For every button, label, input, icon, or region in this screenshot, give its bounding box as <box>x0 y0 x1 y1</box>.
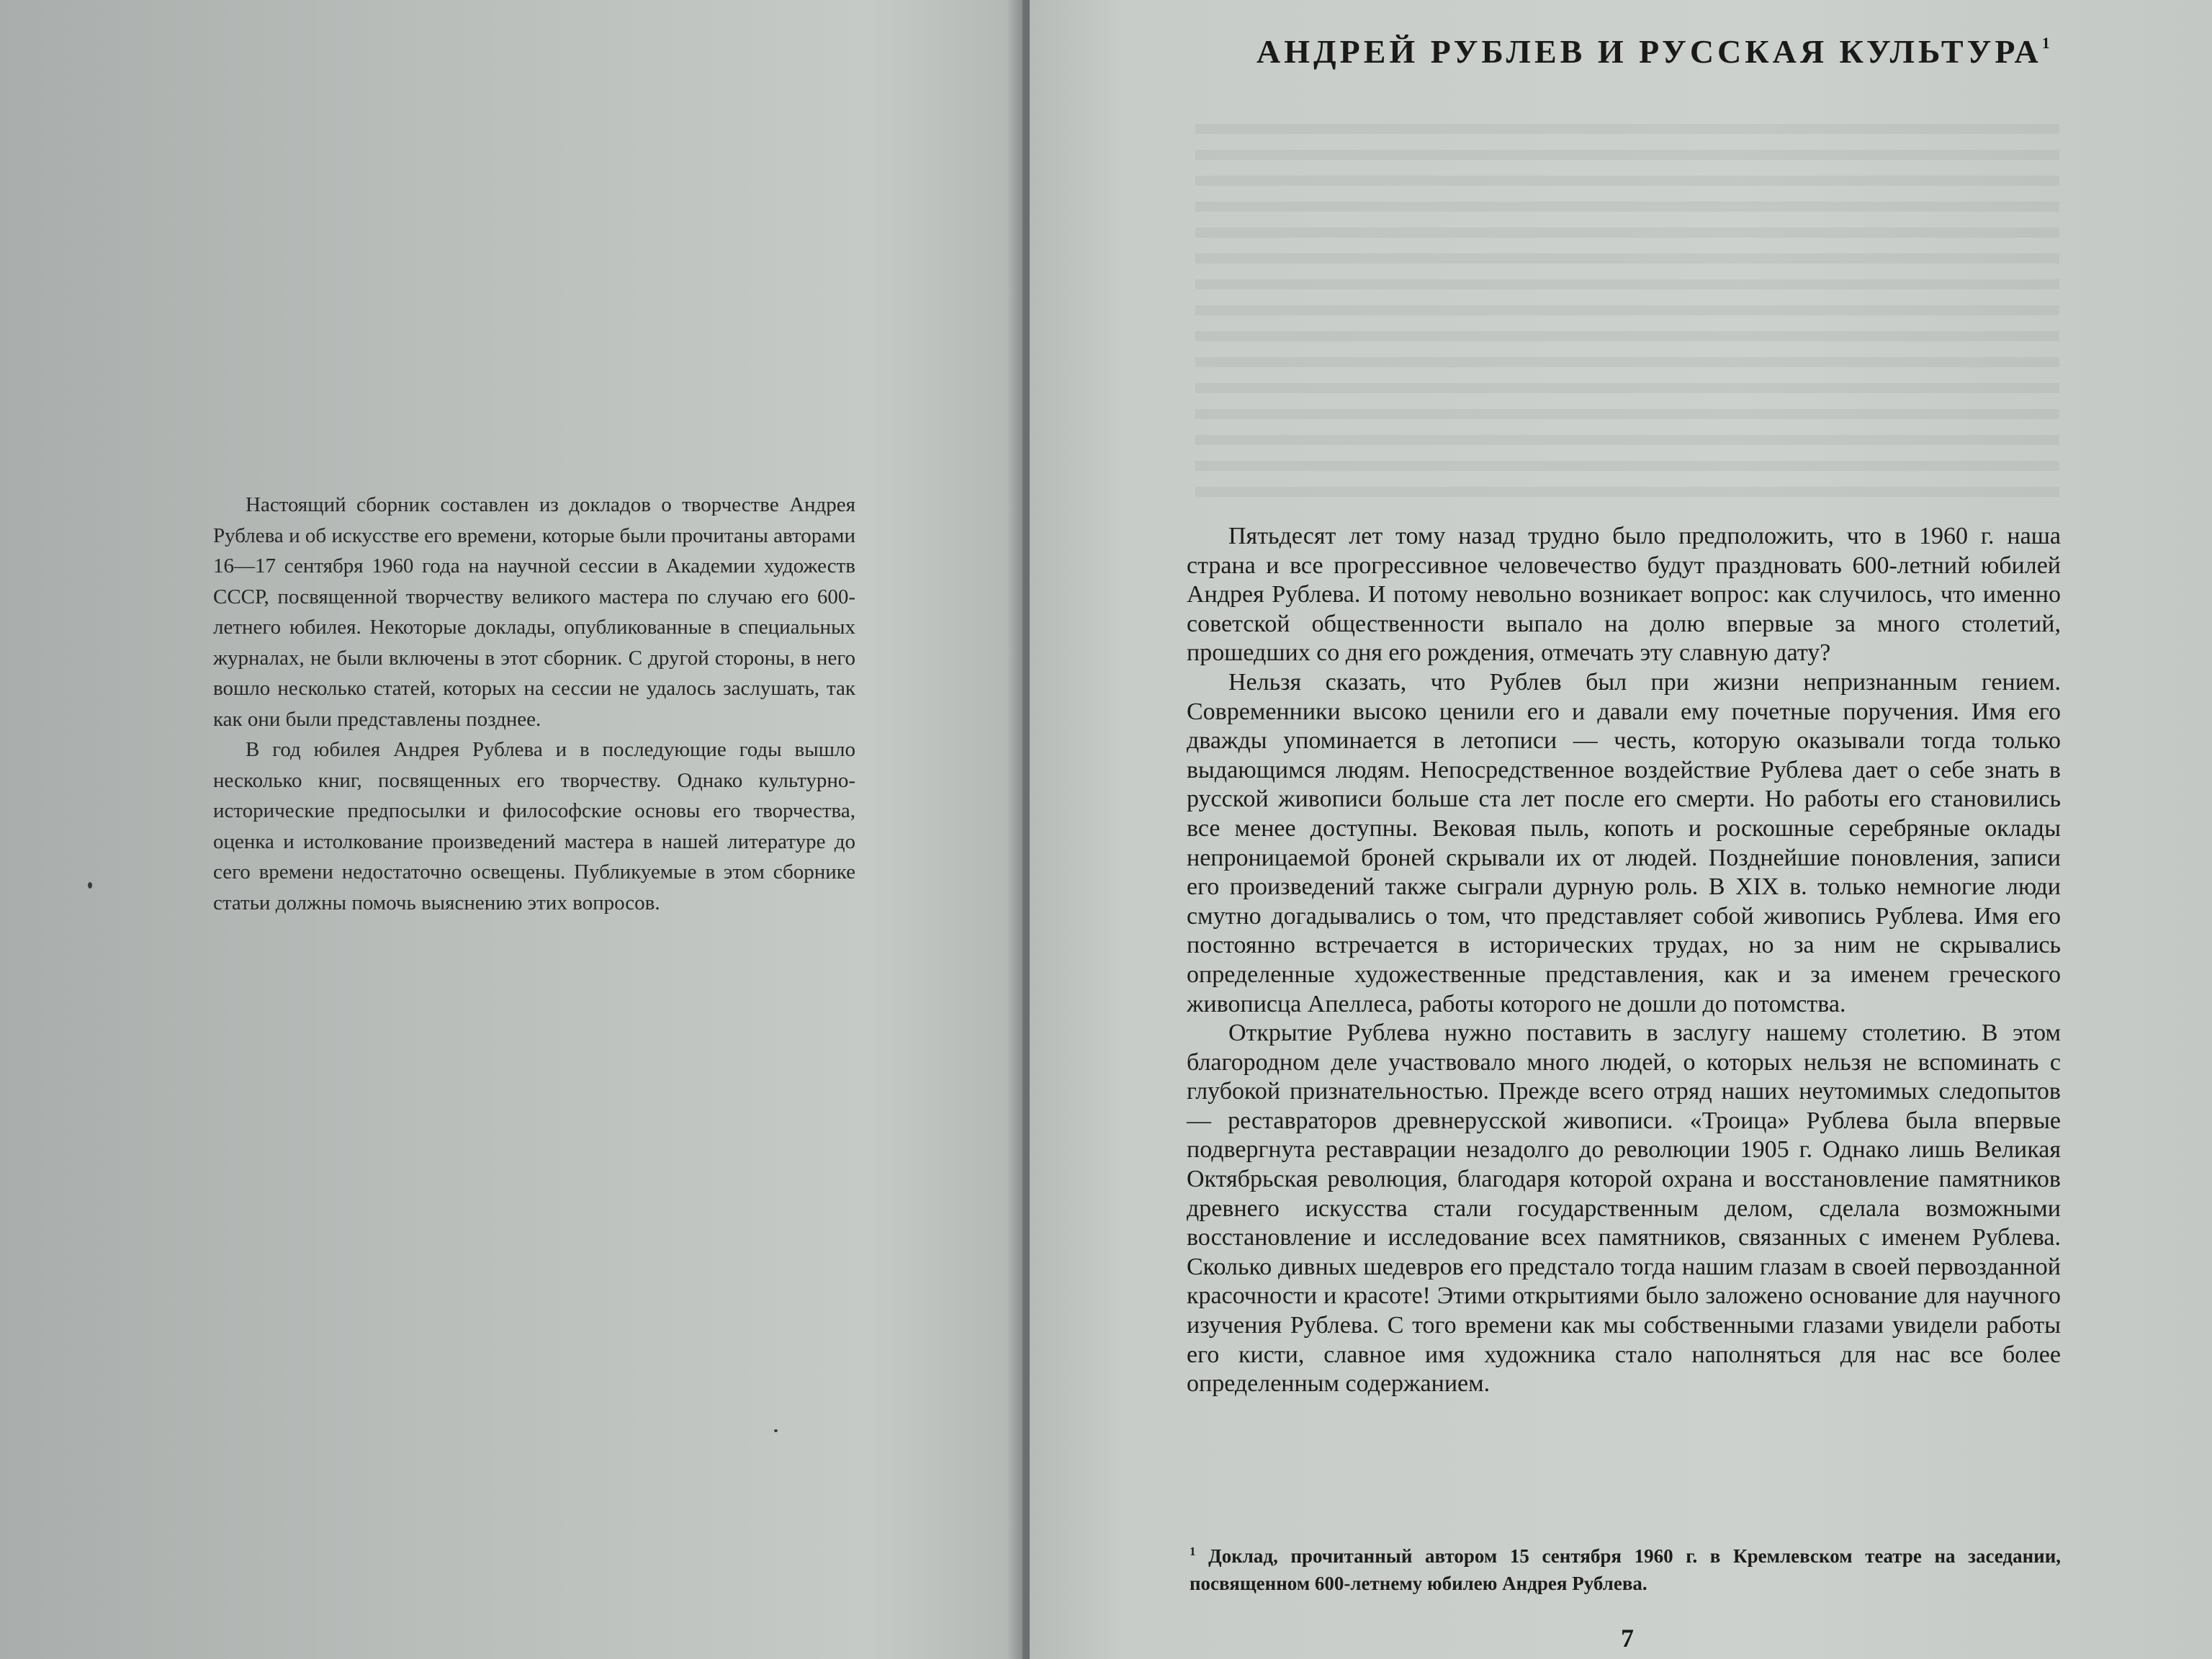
chapter-title-text: АНДРЕЙ РУБЛЕВ И РУССКАЯ КУЛЬТУРА <box>1256 33 2042 70</box>
show-through-text <box>1195 108 2059 511</box>
body-paragraph-3: Открытие Рублева нужно поставить в заслугу нашему столетию. В этом благородном деле участвовало много людей, о которых нельзя не вспоминать с глубокой признательностью. Прежде всего отряд наших неутомимых следопытов — реставраторов древнерусской живописи. «Троица» Рублева была впервые подвергнута реставрации незадолго до революции 1905 г. Однако лишь Великая Октябрьская революция, благодаря которой охрана и восстановление памятников древнего искусства стали государственным делом, сделала возможными восстановление и исследование всех памятников, связанных с именем Рублева. Сколько дивных шедевров его предстало тогда нашим глазам в своей первозданной красочности и красоте! Этими открытиями было заложено основание для научного изучения Рублева. С того времени как мы собственными глазами увидели работы его кисти, славное имя художника стало наполняться для нас все более определенным содержанием. <box>1187 1020 2061 1398</box>
left-page <box>0 0 1022 1659</box>
page-number: 7 <box>1621 1624 1634 1653</box>
paper-speck <box>88 882 92 889</box>
preface-text <box>213 490 855 918</box>
footnote <box>1190 1538 2061 1597</box>
title-footnote-mark: 1 <box>2041 34 2050 52</box>
chapter-body <box>1187 522 2061 1399</box>
preface-paragraph-1: Настоящий сборник составлен из докладов о творчестве Андрея Рублева и об искусстве его времени, которые были прочитаны авторами 16—17 сентября 1960 года на научной сессии в Академии художеств СССР, посвященной творчеству великого мастера по случаю его 600-летнего юбилея. Некоторые доклады, опубликованные в специальных журналах, не были включены в этот сборник. С другой стороны, в него вошло несколько статей, которых на сессии не удалось заслушать, так как они были представлены позднее. <box>213 493 855 731</box>
body-paragraph-2: Нельзя сказать, что Рублев был при жизни непризнанным гением. Современники высоко ценили его и давали ему почетные поручения. Имя его дважды упоминается в летописи — честь, которую оказывали тогда только выдающимся людям. Непосредственное воздействие Рублева дает о себе знать в русской живописи больше ста лет после его смерти. Но работы его становились все менее доступны. Вековая пыль, копоть и роскошные серебряные оклады непроницаемой броней скрывали их от людей. Позднейшие поновления, записи его произведений также сыграли дурную роль. В XIX в. только немногие люди смутно догадывались о том, что представляет собой живопись Рублева. Имя его постоянно встречается в исторических трудах, но за ним не скрывались определенные художественные представления, как и за именем греческого живописца Апеллеса, работы которого не дошли до потомства. <box>1187 668 2061 1017</box>
preface-paragraph-2: В год юбилея Андрея Рублева и в последующие годы вышло несколько книг, посвященных его творчеству. Однако культурно-исторические предпосылки и философские основы его творчества, оценка и истолкование произведений мастера в нашей литературе до сего времени недостаточно освещены. Публикуемые в этом сборнике статьи должны помочь выяснению этих вопросов. <box>213 738 855 914</box>
paper-speck <box>774 1429 778 1432</box>
chapter-title <box>1256 32 2050 71</box>
footnote-mark: 1 <box>1190 1545 1196 1558</box>
body-paragraph-1: Пятьдесят лет тому назад трудно было предположить, что в 1960 г. наша страна и все прогрессивное человечество будут праздновать 600-летний юбилей Андрея Рублева. И потому невольно возникает вопрос: как случилось, что именно советской общественности выпало на долю впервые за много столетий, прошедших со дня его рождения, отмечать эту славную дату? <box>1187 523 2061 667</box>
footnote-text: Доклад, прочитанный автором 15 сентября 1960 г. в Кремлевском театре на заседании, посвященном 600-летнему юбилею Андрея Рублева. <box>1190 1545 2062 1594</box>
